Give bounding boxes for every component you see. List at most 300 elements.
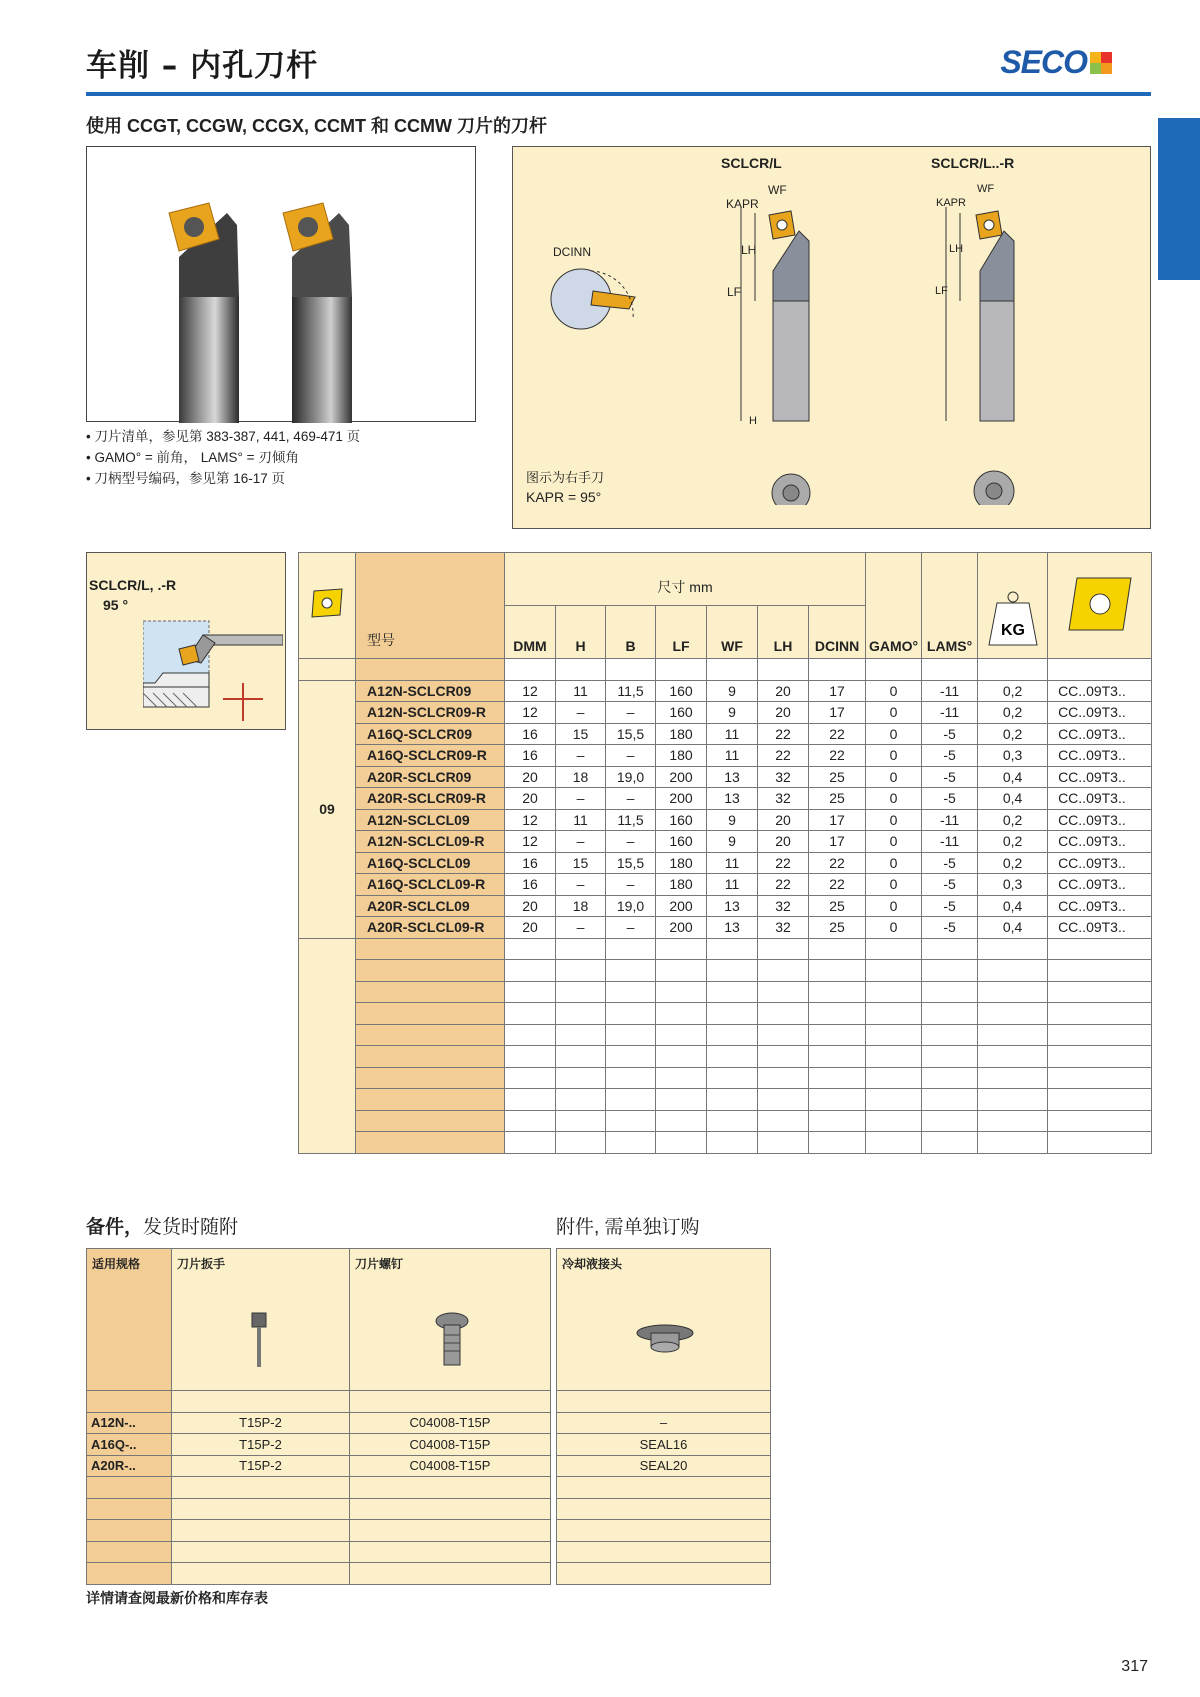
table-cell [758, 659, 809, 681]
table-cell [707, 981, 758, 1003]
table-cell [707, 1024, 758, 1046]
coolant-adapter-icon [635, 1319, 695, 1359]
table-cell [606, 960, 656, 982]
table-cell [606, 1110, 656, 1132]
table-cell [866, 1003, 922, 1025]
table-cell [606, 938, 656, 960]
value-cell: 13 [707, 895, 758, 917]
value-cell: 0,4 [978, 895, 1048, 917]
value-cell: – [556, 702, 606, 724]
acc-cell [350, 1477, 551, 1499]
acc-screw-cell: C04008-T15P [350, 1434, 551, 1456]
label-h: H [749, 415, 757, 427]
value-cell: 32 [758, 895, 809, 917]
value-cell: 11 [556, 680, 606, 702]
insert-cell: CC..09T3.. [1048, 702, 1152, 724]
table-row [299, 831, 1152, 853]
col-header-wf: WF [707, 606, 758, 659]
kg-label: KG [1000, 622, 1025, 639]
table-cell [978, 1132, 1048, 1154]
table-cell [866, 1110, 922, 1132]
holder-right-drawing-icon [938, 201, 1028, 505]
table-cell [978, 1046, 1048, 1068]
value-cell: 11 [707, 745, 758, 767]
table-row [299, 917, 1152, 939]
table-cell [656, 960, 707, 982]
model-cell: A12N-SCLCL09 [356, 809, 505, 831]
table-cell [656, 1003, 707, 1025]
table-cell [1048, 1003, 1152, 1025]
table-cell [656, 1089, 707, 1111]
value-cell: 13 [707, 917, 758, 939]
acc-cell [350, 1520, 551, 1542]
value-cell: – [606, 874, 656, 896]
table-cell [556, 1089, 606, 1111]
value-cell: 20 [758, 680, 809, 702]
table-cell [707, 1046, 758, 1068]
col-header-dcinn: DCINN [809, 606, 866, 659]
table-cell [978, 938, 1048, 960]
optional-accessories-table [556, 1248, 771, 1585]
table-cell [978, 1024, 1048, 1046]
label-lf-left: LF [727, 285, 742, 299]
table-cell [505, 1003, 556, 1025]
value-cell: 25 [809, 788, 866, 810]
col-header-h: H [556, 606, 606, 659]
table-cell [922, 938, 978, 960]
value-cell: 16 [505, 852, 556, 874]
holder-left-drawing-icon [733, 201, 823, 505]
opt-row [557, 1455, 771, 1477]
value-cell: 15,5 [606, 723, 656, 745]
acc-cell [87, 1563, 172, 1585]
value-cell: 25 [809, 895, 866, 917]
acc-cell [172, 1498, 350, 1520]
value-cell: – [606, 917, 656, 939]
table-cell [1048, 1132, 1152, 1154]
value-cell: 0 [866, 702, 922, 724]
model-cell: A12N-SCLCR09-R [356, 702, 505, 724]
value-cell: 32 [758, 917, 809, 939]
acc-spacer-row [557, 1520, 771, 1542]
table-cell [978, 1110, 1048, 1132]
acc-cell [350, 1541, 551, 1563]
value-cell: – [606, 702, 656, 724]
table-cell [1048, 1067, 1152, 1089]
table-cell [922, 960, 978, 982]
diagram-label-sclcr-r: SCLCR/L..-R [931, 155, 1015, 171]
table-cell [556, 1024, 606, 1046]
label-lf-right: LF [935, 285, 948, 297]
value-cell: 160 [656, 809, 707, 831]
opt-seal-cell: – [557, 1412, 771, 1434]
table-cell [758, 1132, 809, 1154]
table-cell [978, 981, 1048, 1003]
acc-spacer-row [87, 1477, 551, 1499]
table-cell [707, 960, 758, 982]
value-cell: 200 [656, 766, 707, 788]
acc-cell [87, 1477, 172, 1499]
table-cell [866, 1132, 922, 1154]
acc-spec-cell: A12N-.. [87, 1412, 172, 1434]
acc-spacer-row [87, 1520, 551, 1542]
value-cell: 19,0 [606, 766, 656, 788]
opt-row [557, 1412, 771, 1434]
table-cell [356, 1024, 505, 1046]
value-cell: 20 [505, 788, 556, 810]
value-cell: 0 [866, 723, 922, 745]
note-item: • 刀柄型号编码，参见第 16-17 页 [86, 468, 360, 489]
table-cell [656, 1046, 707, 1068]
value-cell: 160 [656, 831, 707, 853]
acc-cell [557, 1477, 771, 1499]
opt-header-coolant [557, 1249, 771, 1391]
value-cell: 22 [758, 874, 809, 896]
value-cell: 17 [809, 809, 866, 831]
table-spacer-row [299, 659, 1152, 681]
value-cell: 11,5 [606, 809, 656, 831]
table-cell [978, 960, 1048, 982]
value-cell: – [556, 788, 606, 810]
caption-right-hand: 图示为右手刀 [526, 470, 605, 485]
insert-cell: CC..09T3.. [1048, 680, 1152, 702]
table-cell [809, 659, 866, 681]
value-cell: – [606, 745, 656, 767]
insert-cell: CC..09T3.. [1048, 745, 1152, 767]
table-cell [866, 981, 922, 1003]
value-cell: 200 [656, 788, 707, 810]
holder-type-box [86, 552, 286, 730]
value-cell: 180 [656, 745, 707, 767]
page-number: 317 [1121, 1658, 1148, 1675]
table-empty-row [299, 1046, 1152, 1068]
acc-spacer-row [557, 1541, 771, 1563]
weight-header [978, 553, 1048, 659]
table-row [299, 809, 1152, 831]
header-rule [86, 92, 1151, 96]
acc-cell [557, 1498, 771, 1520]
acc-cell [557, 1541, 771, 1563]
holder-type-angle: 95 ° [103, 597, 129, 613]
accessories-title-bold: 备件， [86, 1217, 144, 1238]
opt-seal-cell: SEAL16 [557, 1434, 771, 1456]
value-cell: 20 [758, 831, 809, 853]
value-cell: 22 [758, 723, 809, 745]
table-cell [866, 960, 922, 982]
value-cell: -5 [922, 723, 978, 745]
torx-key-icon [250, 1311, 270, 1371]
table-cell [505, 981, 556, 1003]
table-row [299, 874, 1152, 896]
insert-header [1048, 553, 1152, 659]
table-cell [758, 1067, 809, 1089]
model-cell: A20R-SCLCR09 [356, 766, 505, 788]
table-cell [505, 1046, 556, 1068]
opt-seal-cell: SEAL20 [557, 1455, 771, 1477]
acc-header-screw [350, 1249, 551, 1391]
acc-cell [172, 1391, 350, 1413]
table-cell [809, 1024, 866, 1046]
acc-cell [557, 1520, 771, 1542]
value-cell: 20 [505, 917, 556, 939]
table-cell [556, 1110, 606, 1132]
notes-list [86, 426, 360, 489]
table-cell [656, 981, 707, 1003]
insert-cell: CC..09T3.. [1048, 766, 1152, 788]
table-cell [809, 981, 866, 1003]
col-header-lams: LAMS° [922, 553, 978, 659]
value-cell: 19,0 [606, 895, 656, 917]
value-cell: 0 [866, 766, 922, 788]
table-cell [866, 659, 922, 681]
value-cell: 0,2 [978, 852, 1048, 874]
insert-cell: CC..09T3.. [1048, 895, 1152, 917]
dimensions-header: 尺寸 mm [505, 553, 866, 606]
value-cell: 16 [505, 723, 556, 745]
table-cell [1048, 981, 1152, 1003]
value-cell: 20 [505, 895, 556, 917]
table-row [299, 680, 1152, 702]
col-header-lf: LF [656, 606, 707, 659]
table-cell [606, 1067, 656, 1089]
value-cell: 0,2 [978, 680, 1048, 702]
value-cell: – [556, 917, 606, 939]
logo-text: SECO [1000, 44, 1087, 80]
table-cell [866, 1046, 922, 1068]
acc-cell [350, 1498, 551, 1520]
value-cell: 0,2 [978, 702, 1048, 724]
table-cell [1048, 659, 1152, 681]
value-cell: -11 [922, 702, 978, 724]
table-cell [505, 938, 556, 960]
table-cell [922, 1089, 978, 1111]
table-cell [922, 1067, 978, 1089]
table-cell [922, 1003, 978, 1025]
value-cell: – [606, 788, 656, 810]
table-empty-row [299, 1089, 1152, 1111]
table-row [299, 788, 1152, 810]
footer-note: 详情请查阅最新价格和库存表 [86, 1590, 268, 1606]
value-cell: 0,3 [978, 874, 1048, 896]
page-title: 车削 – 内孔刀杆 [86, 48, 319, 84]
label-wf-right: WF [977, 183, 995, 195]
model-cell: A16Q-SCLCR09-R [356, 745, 505, 767]
table-cell [556, 659, 606, 681]
acc-header-key-label: 刀片扳手 [177, 1257, 226, 1271]
value-cell: 22 [809, 723, 866, 745]
model-cell: A12N-SCLCR09 [356, 680, 505, 702]
value-cell: -5 [922, 788, 978, 810]
table-cell [707, 1089, 758, 1111]
note-item: • 刀片清单，参见第 383-387, 441, 469-471 页 [86, 426, 360, 447]
value-cell: 0,4 [978, 788, 1048, 810]
optional-title: 附件, 需单独订购 [556, 1217, 700, 1238]
label-kapr-right: KAPR [936, 197, 966, 209]
value-cell: 200 [656, 895, 707, 917]
table-cell [556, 1003, 606, 1025]
value-cell: 200 [656, 917, 707, 939]
value-cell: 0,2 [978, 809, 1048, 831]
accessories-title-rest: 发货时随附 [143, 1217, 239, 1238]
acc-cell [172, 1477, 350, 1499]
bore-section-icon [543, 257, 643, 337]
table-empty-row [299, 1067, 1152, 1089]
value-cell: 12 [505, 831, 556, 853]
model-cell: A20R-SCLCL09-R [356, 917, 505, 939]
table-cell [505, 1110, 556, 1132]
table-cell [656, 1110, 707, 1132]
acc-screw-cell: C04008-T15P [350, 1412, 551, 1434]
table-cell [556, 938, 606, 960]
value-cell: -11 [922, 831, 978, 853]
table-cell [866, 1089, 922, 1111]
value-cell: 9 [707, 809, 758, 831]
insert-cell: CC..09T3.. [1048, 788, 1152, 810]
value-cell: 0 [866, 745, 922, 767]
model-cell: A16Q-SCLCR09 [356, 723, 505, 745]
insert-cell: CC..09T3.. [1048, 831, 1152, 853]
acc-spacer-row [87, 1541, 551, 1563]
accessories-table [86, 1248, 551, 1585]
table-cell [978, 659, 1048, 681]
value-cell: 15 [556, 723, 606, 745]
acc-screw-cell: C04008-T15P [350, 1455, 551, 1477]
page-subtitle: 使用 CCGT, CCGW, CCGX, CCMT 和 CCMW 刀片的刀杆 [86, 116, 547, 136]
table-cell [606, 659, 656, 681]
table-cell [606, 1003, 656, 1025]
table-cell [758, 1046, 809, 1068]
value-cell: 25 [809, 766, 866, 788]
label-lh-left: LH [741, 243, 757, 257]
table-cell [809, 1110, 866, 1132]
value-cell: 180 [656, 723, 707, 745]
model-cell: A20R-SCLCL09 [356, 895, 505, 917]
acc-row [87, 1455, 551, 1477]
table-cell [707, 1110, 758, 1132]
table-cell [707, 1067, 758, 1089]
col-header-lh: LH [758, 606, 809, 659]
value-cell: -5 [922, 895, 978, 917]
diagram-label-sclcr: SCLCR/L [721, 155, 782, 171]
table-cell [922, 981, 978, 1003]
holder-type-title: SCLCR/L, .-R [89, 577, 177, 593]
table-cell [978, 1089, 1048, 1111]
model-header: 型号 [356, 553, 505, 659]
table-cell [707, 1132, 758, 1154]
table-empty-row [299, 981, 1152, 1003]
table-cell [1048, 1089, 1152, 1111]
value-cell: 12 [505, 809, 556, 831]
table-cell [606, 1132, 656, 1154]
table-cell [978, 1003, 1048, 1025]
table-cell [656, 1024, 707, 1046]
table-cell [1048, 1110, 1152, 1132]
table-cell [505, 1089, 556, 1111]
value-cell: 0 [866, 852, 922, 874]
table-empty-row [299, 938, 1152, 960]
col-header-gamo: GAMO° [866, 553, 922, 659]
value-cell: 160 [656, 702, 707, 724]
value-cell: 32 [758, 788, 809, 810]
table-cell [656, 659, 707, 681]
acc-spacer-row [87, 1391, 551, 1413]
value-cell: -11 [922, 809, 978, 831]
table-cell [556, 960, 606, 982]
table-cell [356, 1132, 505, 1154]
table-cell [356, 1110, 505, 1132]
value-cell: 16 [505, 874, 556, 896]
value-cell: 12 [505, 680, 556, 702]
value-cell: 11 [707, 874, 758, 896]
value-cell: – [556, 874, 606, 896]
value-cell: 9 [707, 702, 758, 724]
acc-spec-cell: A20R-.. [87, 1455, 172, 1477]
table-cell [356, 938, 505, 960]
logo-squares-icon [1090, 52, 1112, 74]
table-cell [556, 1046, 606, 1068]
table-cell [866, 938, 922, 960]
value-cell: 20 [758, 702, 809, 724]
acc-cell [350, 1563, 551, 1585]
table-cell [356, 1089, 505, 1111]
accessories-title [86, 1212, 238, 1239]
acc-cell [87, 1541, 172, 1563]
acc-row [87, 1434, 551, 1456]
table-row [299, 702, 1152, 724]
value-cell: 32 [758, 766, 809, 788]
table-cell [866, 1024, 922, 1046]
value-cell: – [556, 745, 606, 767]
table-cell [556, 1132, 606, 1154]
table-cell [356, 1067, 505, 1089]
opt-header-coolant-label: 冷却液接头 [562, 1257, 623, 1271]
insert-screw-icon [434, 1311, 470, 1371]
acc-spacer-row [557, 1563, 771, 1585]
value-cell: 9 [707, 831, 758, 853]
insert-shape-icon [308, 585, 346, 623]
acc-key-cell: T15P-2 [172, 1412, 350, 1434]
model-cell: A16Q-SCLCL09 [356, 852, 505, 874]
table-row [299, 723, 1152, 745]
table-cell [656, 1132, 707, 1154]
value-cell: 22 [758, 745, 809, 767]
table-cell [758, 1024, 809, 1046]
table-empty-row [299, 1132, 1152, 1154]
value-cell: 12 [505, 702, 556, 724]
product-table [298, 552, 1151, 1154]
acc-cell [172, 1520, 350, 1542]
value-cell: -5 [922, 766, 978, 788]
table-cell [556, 1067, 606, 1089]
technical-diagram [512, 146, 1151, 529]
table-cell [809, 1089, 866, 1111]
acc-cell [172, 1563, 350, 1585]
table-cell [606, 1089, 656, 1111]
table-cell [299, 659, 356, 681]
value-cell: 17 [809, 702, 866, 724]
value-cell: 0 [866, 788, 922, 810]
value-cell: 22 [809, 852, 866, 874]
value-cell: 0,2 [978, 831, 1048, 853]
table-cell [922, 1132, 978, 1154]
table-cell [1048, 960, 1152, 982]
table-empty-row [299, 1110, 1152, 1132]
model-cell: A16Q-SCLCL09-R [356, 874, 505, 896]
seco-logo [1000, 44, 1112, 81]
value-cell: 0 [866, 874, 922, 896]
weight-icon [985, 589, 1041, 649]
value-cell: 0 [866, 895, 922, 917]
